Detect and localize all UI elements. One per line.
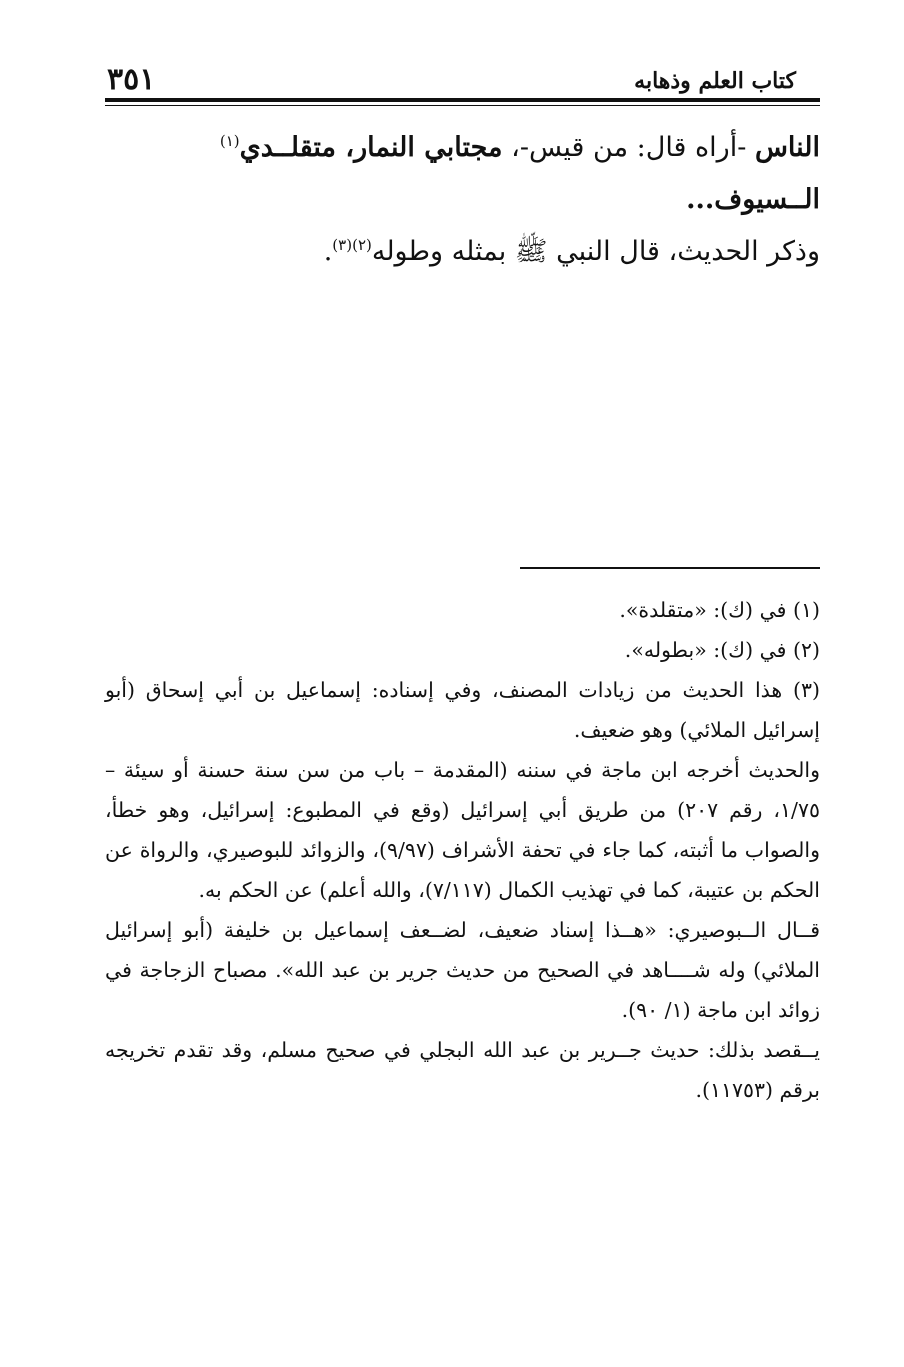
- main-text: [105, 122, 820, 278]
- main-line-1-bold-b: مجتابي النمار، متقلــدي: [239, 132, 503, 163]
- main-line-2: [105, 226, 820, 278]
- footnote-1: (١) في (ك): «متقلدة».: [619, 598, 820, 622]
- main-line-1-normal: -أراه قال: من قيس-،: [502, 132, 755, 163]
- footnote-separator: [520, 567, 820, 569]
- footnote-2: (٢) في (ك): «بطوله».: [624, 638, 820, 662]
- running-header: [105, 62, 820, 98]
- book-title: كتاب العلم وذهابه: [634, 68, 796, 94]
- page-number: ٣٥١: [107, 62, 156, 97]
- main-line-1-bold-c: الــسيوف...: [686, 184, 820, 215]
- footnotes: [105, 590, 820, 1110]
- main-line-1: [105, 122, 820, 226]
- footnote-3-explanation: يــقصد بذلك: حديث جــرير بن عبد الله البجلي في صحيح مسلم، وقد تقدم تخريجه برقم (١١٧٥٣).: [105, 1038, 820, 1102]
- header-rule-thin: [105, 105, 820, 106]
- main-line-2-text: وذكر الحديث، قال النبي ﷺ بمثله وطوله: [371, 236, 820, 267]
- main-line-2-end: .: [323, 236, 333, 267]
- main-line-1-bold-a: الناس: [754, 132, 820, 163]
- footnote-3-busiri-quote: قــال الــبوصيري: «هــذا إسناد ضعيف، لضــعف إسماعيل بن خليفة (أبو إسرائيل الملائي) وله شــــاهد في الصحيح من حديث جرير بن عبد الله». مصباح الزجاجة في زوائد ابن ماجة (١/ ٩٠).: [105, 918, 820, 1022]
- footnote-3-intro: (٣) هذا الحديث من زيادات المصنف، وفي إسناده: إسماعيل بن أبي إسحاق (أبو إسرائيل الملائي) وهو ضعيف.: [105, 678, 820, 742]
- footnote-3-takhrij: والحديث أخرجه ابن ماجة في سننه (المقدمة – باب من سن سنة حسنة أو سيئة – ١/٧٥، رقم ٢٠٧) من طريق أبي إسرائيل (وقع في المطبوع: إسرائيل، وهو خطأ، والصواب ما أثبته، كما جاء في تحفة الأشراف (٩/٩٧)، والزوائد للبوصيري، والرواة عن الحكم بن عتيبة، كما في تهذيب الكمال (٧/١١٧)، والله أعلم) عن الحكم به.: [105, 758, 820, 902]
- footnote-ref-2-3: (٢)(٣): [332, 236, 372, 254]
- header-rule: [105, 98, 820, 102]
- footnote-ref-1: (١): [219, 132, 240, 150]
